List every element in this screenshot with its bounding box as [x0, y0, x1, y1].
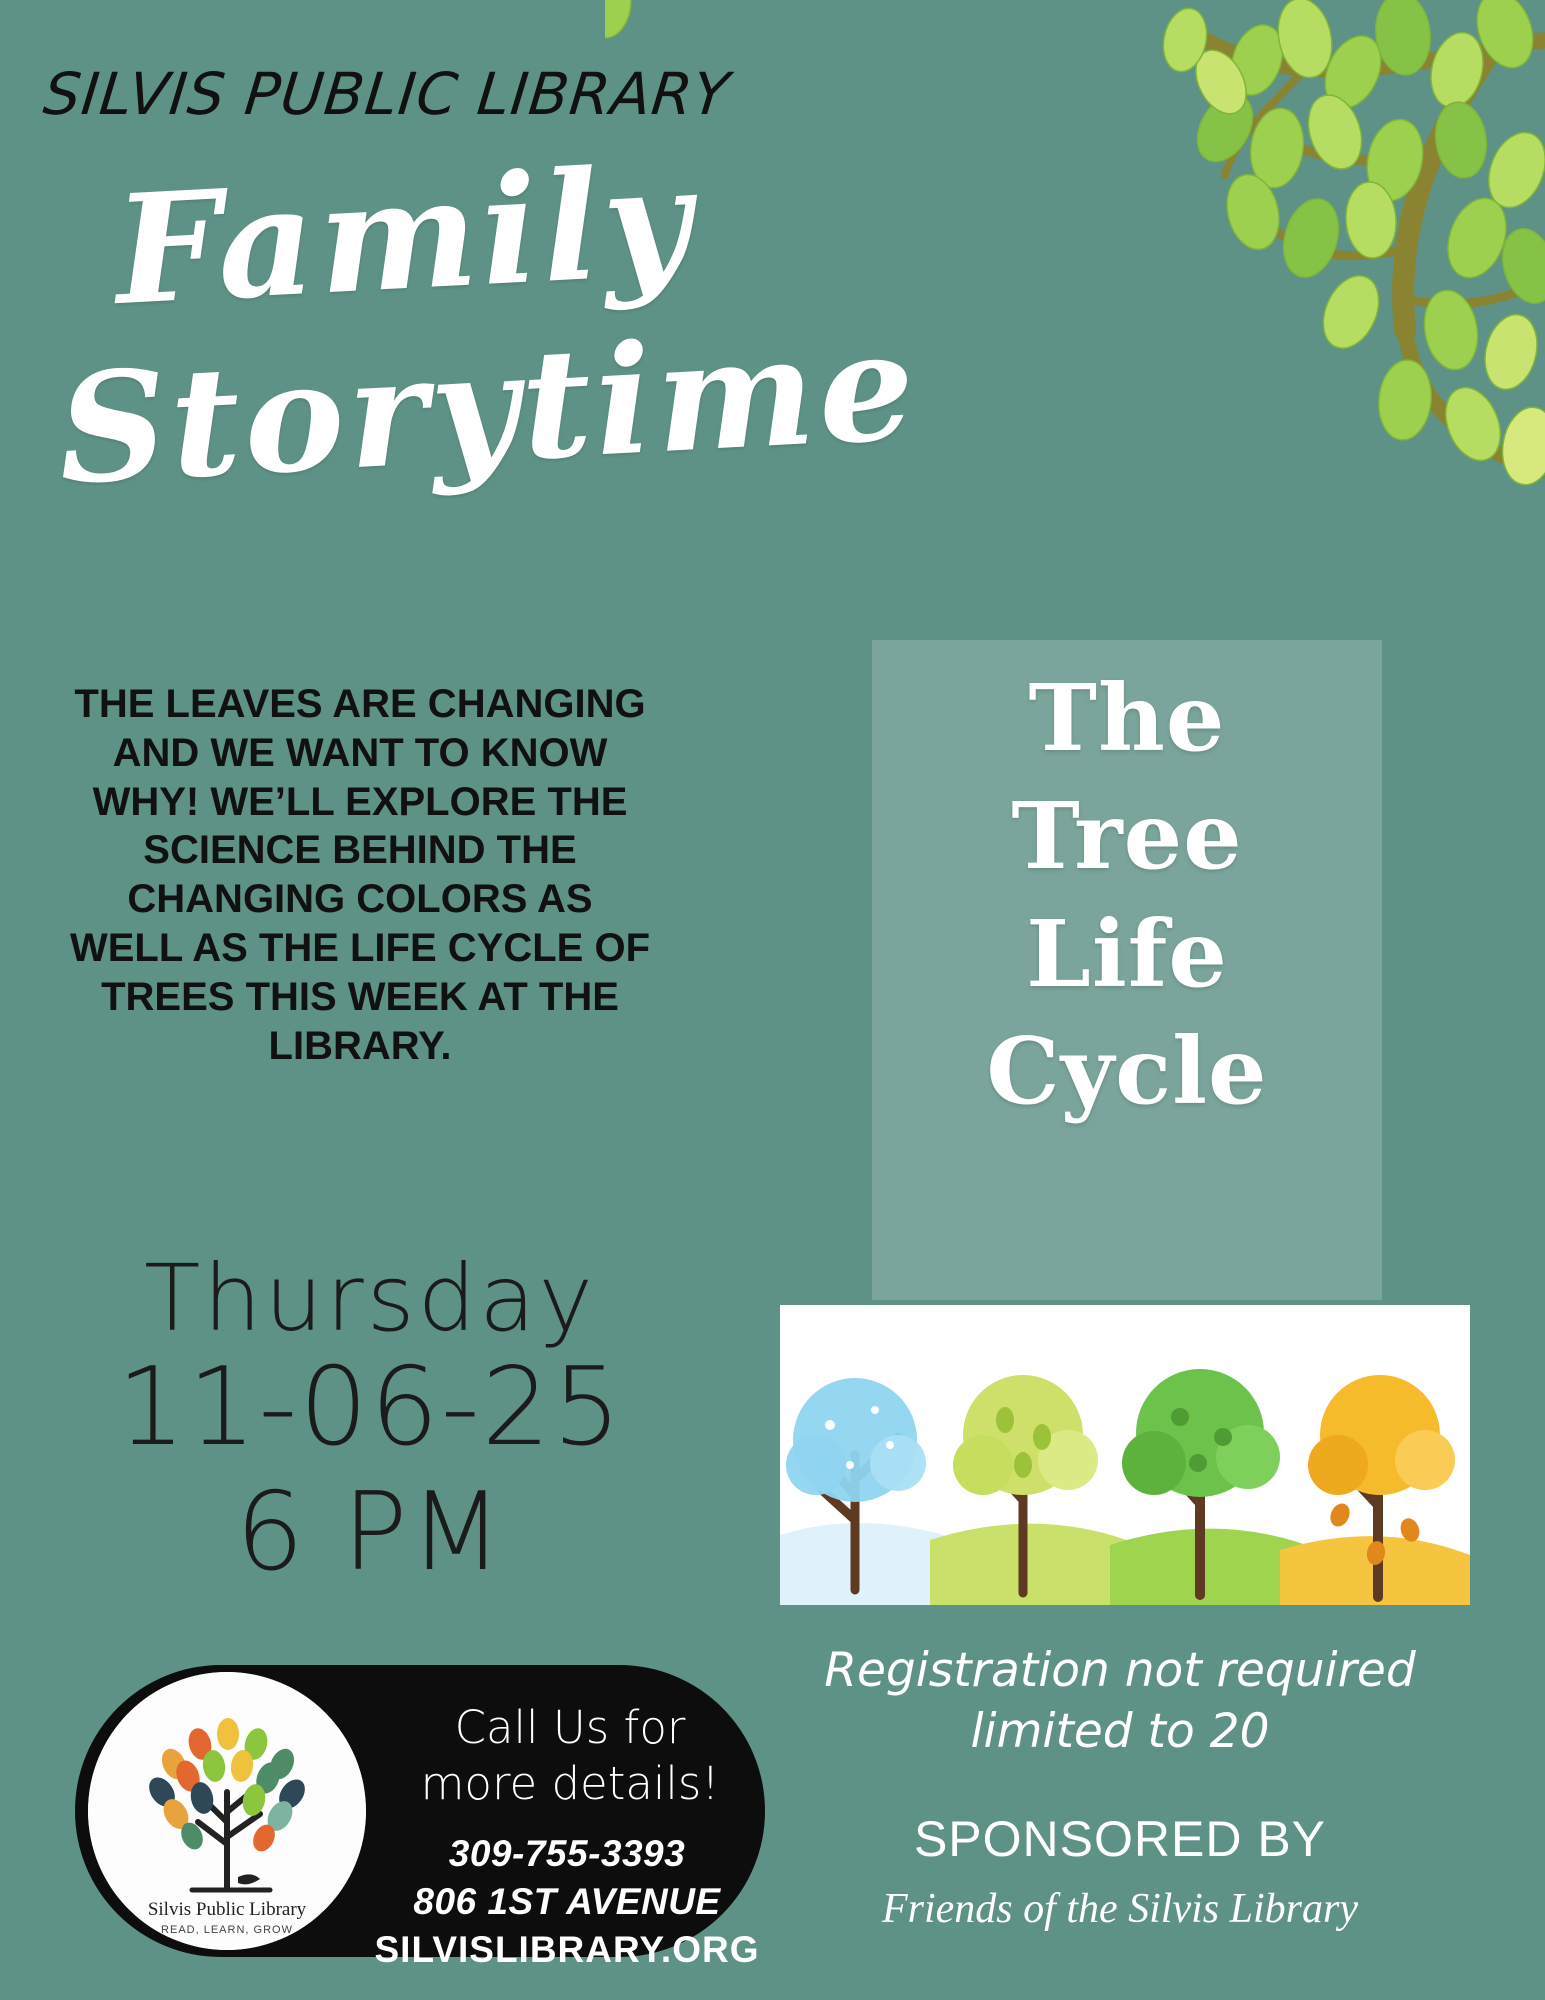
call-us-text [380, 1700, 760, 1813]
contact-details [372, 1830, 762, 1974]
call-us-line-1: Call Us for [454, 1701, 686, 1754]
event-description: THE LEAVES ARE CHANGING AND WE WANT TO KNOW WHY! WE’LL EXPLORE THE SCIENCE BEHIND THE CHANGING COLORS AS WELL AS THE LIFE CYCLE OF TREES THIS WEEK AT THE LIBRARY. [70, 682, 650, 1068]
registration-line-2: limited to 20 [970, 1704, 1270, 1760]
sponsor-name: Friends of the Silvis Library [882, 1886, 1358, 1932]
logo-tree-icon [88, 1672, 366, 1950]
street-address: 806 1ST AVENUE [413, 1881, 721, 1923]
four-seasons-trees-illustration [780, 1305, 1470, 1605]
program-panel-text [872, 660, 1382, 1131]
call-us-line-2: more details! [420, 1757, 720, 1811]
title-line-family: Family [110, 132, 699, 340]
registration-note [790, 1640, 1450, 1762]
page-title: SILVIS PUBLIC LIBRARY [40, 60, 734, 128]
program-line-1: The [1028, 664, 1226, 772]
library-logo [88, 1672, 366, 1950]
logo-tagline: READ, LEARN, GROW [161, 1924, 293, 1936]
program-line-3: Life [1026, 899, 1228, 1008]
title-line-storytime: Storytime [53, 297, 923, 519]
event-date: 11-06-25 [116, 1345, 624, 1470]
logo-name: Silvis Public Library [147, 1899, 307, 1920]
website-url[interactable]: SILVISLIBRARY.ORG [374, 1929, 760, 1971]
sponsor-heading: SPONSORED BY [913, 1811, 1327, 1867]
registration-line-1: Registration not required [824, 1643, 1416, 1698]
program-line-2: Tree [1011, 781, 1243, 890]
program-line-4: Cycle [986, 1017, 1268, 1126]
event-time: 6 PM [235, 1470, 505, 1595]
phone-number[interactable]: 309-755-3393 [448, 1833, 686, 1874]
event-day: Thursday [144, 1245, 596, 1352]
